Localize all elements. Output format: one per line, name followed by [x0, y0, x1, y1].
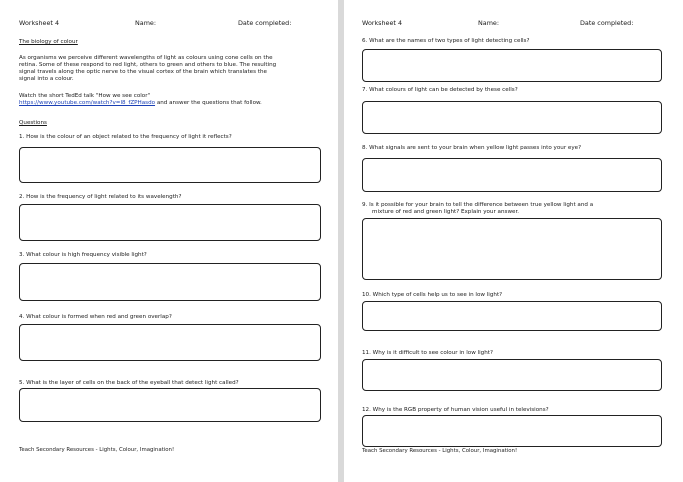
name-label: Name:	[135, 19, 157, 27]
question-4: 4. What colour is formed when red and green overlap?	[19, 314, 172, 320]
question-6: 6. What are the names of two types of light detecting cells?	[362, 38, 530, 44]
intro-line: signal travels along the optic nerve to the visual cortex of the brain which translates the	[19, 69, 267, 75]
questions-heading: Questions	[19, 120, 47, 126]
answer-box-7[interactable]	[362, 101, 662, 134]
answer-box-12[interactable]	[362, 415, 662, 447]
video-link[interactable]: https://www.youtube.com/watch?v=l8_fZPHasdo	[19, 100, 156, 106]
worksheet-page-right	[344, 0, 683, 482]
answer-box-3[interactable]	[19, 263, 321, 301]
answer-box-8[interactable]	[362, 158, 662, 192]
answer-box-10[interactable]	[362, 301, 662, 331]
question-9: 9. Is it possible for your brain to tell the difference between true yellow light and a	[362, 202, 594, 208]
answer-box-5[interactable]	[19, 388, 321, 422]
follow-text: and answer the questions that follow.	[155, 100, 262, 106]
question-7: 7. What colours of light can be detected by these cells?	[362, 87, 518, 93]
intro-line: retina. Some of these respond to red light, others to green and others to blue. The resulting	[19, 62, 277, 68]
question-11: 11. Why is it difficult to see colour in low light?	[362, 350, 493, 356]
answer-box-2[interactable]	[19, 204, 321, 241]
answer-box-11[interactable]	[362, 359, 662, 391]
question-10: 10. Which type of cells help us to see in low light?	[362, 292, 503, 298]
answer-box-9[interactable]	[362, 218, 662, 280]
worksheet-number: Worksheet 4	[362, 19, 403, 27]
question-12: 12. Why is the RGB property of human vision useful in televisions?	[362, 407, 549, 413]
date-label: Date completed:	[580, 19, 634, 27]
watch-instruction: Watch the short TedEd talk "How we see color"	[19, 93, 151, 99]
question-1: 1. How is the colour of an object related to the frequency of light it reflects?	[19, 134, 232, 140]
worksheet-number: Worksheet 4	[19, 19, 60, 27]
intro-line: As organisms we perceive different wavelengths of light as colours using cone cells on the	[19, 55, 273, 61]
answer-box-6[interactable]	[362, 49, 662, 82]
intro-line: signal into a colour.	[19, 76, 74, 82]
question-2: 2. How is the frequency of light related to its wavelength?	[19, 194, 182, 200]
question-8: 8. What signals are sent to your brain when yellow light passes into your eye?	[362, 145, 582, 151]
video-instruction	[19, 100, 262, 107]
footer-credit: Teach Secondary Resources - Lights, Colour, Imagination!	[19, 447, 175, 453]
footer-credit: Teach Secondary Resources - Lights, Colour, Imagination!	[362, 448, 518, 454]
answer-box-4[interactable]	[19, 324, 321, 361]
answer-box-1[interactable]	[19, 147, 321, 183]
question-9-continued: mixture of red and green light? Explain your answer.	[372, 209, 520, 215]
section-title: The biology of colour	[19, 39, 78, 45]
question-5: 5. What is the layer of cells on the back of the eyeball that detect light called?	[19, 380, 239, 386]
question-3: 3. What colour is high frequency visible light?	[19, 252, 147, 258]
name-label: Name:	[478, 19, 500, 27]
worksheet-page-left	[0, 0, 338, 482]
date-label: Date completed:	[238, 19, 292, 27]
